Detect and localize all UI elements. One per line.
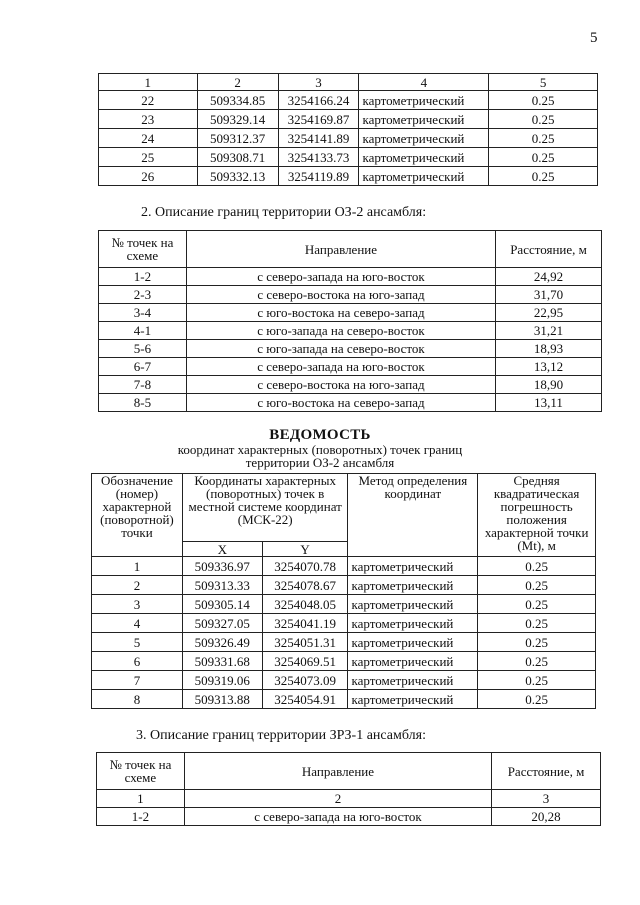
method: картометрический: [359, 148, 489, 167]
points: 4-1: [99, 322, 187, 340]
point-number: 6: [92, 652, 183, 671]
point-number: 26: [99, 167, 198, 186]
method: картометрический: [359, 167, 489, 186]
accuracy: 0.25: [489, 110, 598, 129]
header-points: № точек на схеме: [97, 753, 185, 790]
method: картометрический: [348, 576, 478, 595]
distance: 20,28: [492, 808, 601, 826]
points: 3-4: [99, 304, 187, 322]
coord-y: 3254051.31: [262, 633, 348, 652]
table-row: [99, 340, 602, 358]
table-row: [92, 576, 596, 595]
table-row: [99, 376, 602, 394]
coord-y: 3254041.19: [262, 614, 348, 633]
header-method: Метод определения координат: [348, 474, 478, 557]
direction: с юго-запада на северо-восток: [186, 322, 495, 340]
direction: с юго-востока на северо-запад: [186, 394, 495, 412]
header-y: Y: [262, 542, 348, 557]
header-distance: Расстояние, м: [492, 753, 601, 790]
coord-x: 509327.05: [182, 614, 262, 633]
points: 6-7: [99, 358, 187, 376]
accuracy: 0.25: [489, 167, 598, 186]
method: картометрический: [359, 110, 489, 129]
header-direction: Направление: [184, 753, 491, 790]
header-x: X: [182, 542, 262, 557]
accuracy: 0.25: [489, 91, 598, 110]
distance: 18,90: [496, 376, 602, 394]
table-row: [99, 148, 598, 167]
coord-y: 3254048.05: [262, 595, 348, 614]
direction: с северо-востока на юго-запад: [186, 376, 495, 394]
vedomost-subtitle-line1: координат характерных (поворотных) точек границ: [177, 442, 463, 457]
method: картометрический: [348, 633, 478, 652]
point-number: 2: [92, 576, 183, 595]
table-row: [92, 633, 596, 652]
point-number: 5: [92, 633, 183, 652]
header-points: № точек на схеме: [99, 231, 187, 268]
boundary-description-table-zrz1: [96, 752, 601, 826]
coord-x: 509313.88: [182, 690, 262, 709]
accuracy: 0.25: [478, 595, 596, 614]
header-direction: Направление: [186, 231, 495, 268]
table-row: [99, 322, 602, 340]
column-number: 2: [184, 790, 491, 808]
method: картометрический: [348, 652, 478, 671]
distance: 13,12: [496, 358, 602, 376]
accuracy: 0.25: [478, 557, 596, 576]
table-row: [99, 286, 602, 304]
table-row: [92, 652, 596, 671]
page-number: 5: [590, 30, 598, 46]
coord-y: 3254133.73: [278, 148, 359, 167]
distance: 13,11: [496, 394, 602, 412]
coord-x: 509312.37: [197, 129, 278, 148]
table-row: [97, 808, 601, 826]
header-distance: Расстояние, м: [496, 231, 602, 268]
header-designation: Обозначение (номер) характерной (поворотной) точки: [92, 474, 183, 557]
table-row: [92, 671, 596, 690]
table-row: [92, 595, 596, 614]
header-coordinates: Координаты характерных (поворотных) точек в местной системе координат (МСК-22): [182, 474, 348, 542]
coord-x: 509319.06: [182, 671, 262, 690]
points: 7-8: [99, 376, 187, 394]
table-row: [99, 304, 602, 322]
method: картометрический: [359, 129, 489, 148]
coord-x: 509336.97: [182, 557, 262, 576]
accuracy: 0.25: [478, 576, 596, 595]
accuracy: 0.25: [478, 671, 596, 690]
coord-x: 509332.13: [197, 167, 278, 186]
table-row: [99, 358, 602, 376]
direction: с северо-востока на юго-запад: [186, 286, 495, 304]
points: 2-3: [99, 286, 187, 304]
method: картометрический: [348, 690, 478, 709]
header-accuracy: Средняя квадратическая погрешность положения характерной точки (Mt), м: [478, 474, 596, 557]
accuracy: 0.25: [478, 614, 596, 633]
coord-x: 509305.14: [182, 595, 262, 614]
point-number: 22: [99, 91, 198, 110]
point-number: 8: [92, 690, 183, 709]
direction: с северо-запада на юго-восток: [184, 808, 491, 826]
column-number: 2: [197, 74, 278, 91]
distance: 18,93: [496, 340, 602, 358]
point-number: 23: [99, 110, 198, 129]
coord-x: 509313.33: [182, 576, 262, 595]
coord-y: 3254078.67: [262, 576, 348, 595]
column-number: 4: [359, 74, 489, 91]
boundary-description-table: [98, 230, 602, 412]
coord-y: 3254119.89: [278, 167, 359, 186]
point-number: 7: [92, 671, 183, 690]
coord-y: 3254070.78: [262, 557, 348, 576]
distance: 31,70: [496, 286, 602, 304]
coord-y: 3254054.91: [262, 690, 348, 709]
coord-y: 3254073.09: [262, 671, 348, 690]
column-number: 3: [278, 74, 359, 91]
points: 5-6: [99, 340, 187, 358]
table-row: [99, 167, 598, 186]
direction: с северо-запада на юго-восток: [186, 268, 495, 286]
coord-x: 509334.85: [197, 91, 278, 110]
section-3-title: 3. Описание границ территории ЗРЗ-1 ансамбля:: [136, 728, 426, 743]
table-row: [99, 268, 602, 286]
section-2-title: 2. Описание границ территории ОЗ-2 ансамбля:: [141, 205, 427, 220]
points: 1-2: [97, 808, 185, 826]
direction: с юго-востока на северо-запад: [186, 304, 495, 322]
coord-x: 509326.49: [182, 633, 262, 652]
column-number: 3: [492, 790, 601, 808]
coord-x: 509331.68: [182, 652, 262, 671]
coord-x: 509308.71: [197, 148, 278, 167]
distance: 24,92: [496, 268, 602, 286]
distance: 31,21: [496, 322, 602, 340]
coordinates-table-oz2: [91, 473, 596, 709]
vedomost-heading: [0, 428, 640, 469]
table-row: [92, 614, 596, 633]
direction: с северо-запада на юго-восток: [186, 358, 495, 376]
table-row: [99, 394, 602, 412]
method: картометрический: [348, 671, 478, 690]
method: картометрический: [348, 557, 478, 576]
method: картометрический: [348, 614, 478, 633]
coordinates-table-continued: [98, 73, 598, 186]
table-row: [99, 129, 598, 148]
vedomost-subtitle-line2: территории ОЗ-2 ансамбля: [245, 455, 395, 470]
table-row: [99, 110, 598, 129]
points: 8-5: [99, 394, 187, 412]
direction: с юго-запада на северо-восток: [186, 340, 495, 358]
coord-x: 509329.14: [197, 110, 278, 129]
point-number: 25: [99, 148, 198, 167]
points: 1-2: [99, 268, 187, 286]
accuracy: 0.25: [478, 690, 596, 709]
point-number: 3: [92, 595, 183, 614]
coord-y: 3254169.87: [278, 110, 359, 129]
coord-y: 3254166.24: [278, 91, 359, 110]
coord-y: 3254141.89: [278, 129, 359, 148]
table-row: [92, 557, 596, 576]
vedomost-title: ВЕДОМОСТЬ: [269, 427, 371, 443]
column-number: 1: [99, 74, 198, 91]
table-row: [92, 690, 596, 709]
point-number: 1: [92, 557, 183, 576]
accuracy: 0.25: [489, 129, 598, 148]
accuracy: 0.25: [489, 148, 598, 167]
column-number: 5: [489, 74, 598, 91]
point-number: 4: [92, 614, 183, 633]
accuracy: 0.25: [478, 652, 596, 671]
method: картометрический: [348, 595, 478, 614]
table-row: [99, 91, 598, 110]
accuracy: 0.25: [478, 633, 596, 652]
coord-y: 3254069.51: [262, 652, 348, 671]
column-number: 1: [97, 790, 185, 808]
distance: 22,95: [496, 304, 602, 322]
point-number: 24: [99, 129, 198, 148]
method: картометрический: [359, 91, 489, 110]
